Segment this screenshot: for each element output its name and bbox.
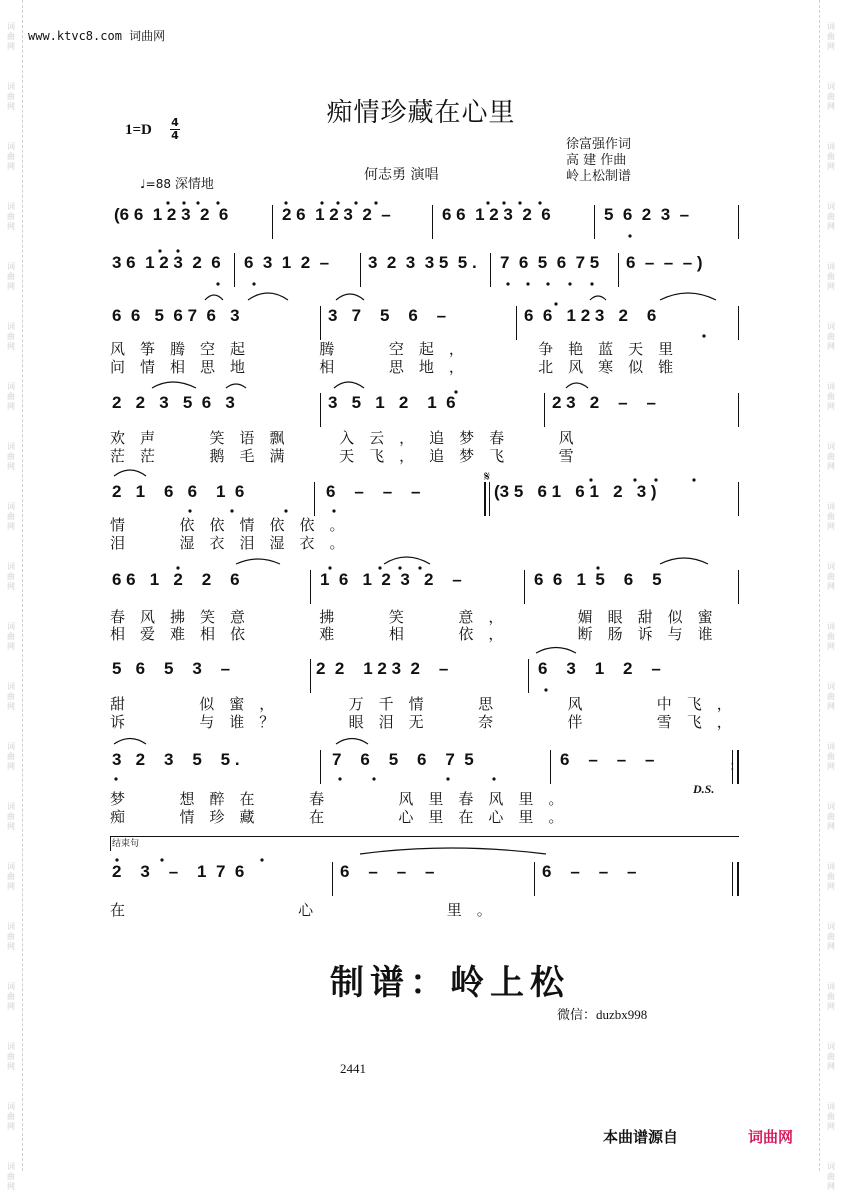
lyrics-4-verse-1: 欢声 笑语飘 入云，追梦春 风	[110, 429, 589, 447]
lyrics-6-verse-1: 春风拂笑意 拂 笑 意， 媚眼甜似蜜	[110, 608, 728, 626]
watermark-text: 词 曲 网	[827, 742, 835, 771]
measure-3-3: 6 6 1 2 3 2 6	[524, 306, 657, 325]
measure-4-1: 2 2 3 5 6 3	[112, 393, 235, 412]
measure-7-3: 6 3 1 2 –	[538, 659, 661, 678]
page-number: 2441	[340, 1061, 366, 1076]
source-label: 本曲谱源自	[603, 1128, 679, 1146]
watermark-text: 词 曲 网	[827, 262, 835, 291]
watermark-text: 词 曲 网	[827, 142, 835, 171]
measure-2-1: 3 6 1 2 3 2 6	[112, 253, 221, 272]
watermark-text: 词 曲 网	[7, 142, 15, 171]
watermark-text: 词 曲 网	[827, 1102, 835, 1131]
measure-9-3: 6 – – –	[542, 862, 637, 881]
lyrics-4-verse-2: 茫茫 鹅毛满 天飞，追梦飞 雪	[110, 447, 589, 465]
watermark-text: 词 曲 网	[827, 502, 835, 531]
measure-3-2: 3 7 5 6 –	[328, 306, 447, 325]
measure-8-1: 3 2 3 5 5 .	[112, 750, 240, 769]
watermark-text: 词 曲 网	[7, 262, 15, 291]
lyrics-3-verse-2: 问情相思地 相 思地， 北风寒似锥	[110, 358, 689, 376]
watermark-text: 词 曲 网	[7, 622, 15, 651]
watermark-text: 词 曲 网	[7, 442, 15, 471]
watermark-text: 词 曲 网	[7, 922, 15, 951]
measure-4-2: 3 5 1 2 1 6	[328, 393, 456, 412]
watermark-text: 词 曲 网	[827, 22, 835, 51]
measure-2-4: 7 6 5 6 7 5	[500, 253, 600, 272]
measure-6-3: 6 6 1 5 6 5	[534, 570, 662, 589]
lyrics-9: 在 心 里。	[110, 901, 507, 919]
measure-2-5: 6 – – – )	[626, 253, 703, 272]
measure-3-1: 6 6 5 6 7 6 3	[112, 306, 240, 325]
watermark-text: 词 曲 网	[827, 442, 835, 471]
expression: 深情地	[174, 177, 214, 192]
key-signature: 1=D	[125, 122, 152, 138]
watermark-text: 词 曲 网	[827, 982, 835, 1011]
lyrics-8-verse-1: 梦 想醉在 春 风里春风里。	[110, 790, 579, 808]
lyrics-5-verse-2: 泪 湿衣泪湿衣。	[110, 534, 360, 552]
lyricist: 徐富强作词	[566, 137, 632, 152]
source-brand-link[interactable]: 词曲网	[748, 1128, 794, 1146]
watermark-text: 词 曲 网	[827, 202, 835, 231]
site-url[interactable]: www.ktvc8.com 词曲网	[28, 29, 166, 43]
measure-1-4: 5 6 2 3 –	[604, 205, 690, 224]
measure-7-2: 2 2 1 2 3 2 –	[316, 659, 449, 678]
watermark-text: 词 曲 网	[827, 622, 835, 651]
svg-text::: :	[730, 758, 735, 774]
measure-4-3: 2 3 2 – –	[552, 393, 656, 412]
lyrics-3-verse-1: 风筝腾空起 腾 空起， 争艳蓝天里	[110, 340, 689, 358]
watermark-text: 词 曲 网	[827, 382, 835, 411]
watermark-text: 词 曲 网	[827, 922, 835, 951]
watermark-text: 词 曲 网	[7, 322, 15, 351]
measure-9-1: 2 3 – 1 7 6	[112, 862, 245, 881]
watermark-text: 词 曲 网	[7, 1162, 15, 1191]
watermark-text: 词 曲 网	[827, 82, 835, 111]
watermark-text: 词 曲 网	[7, 382, 15, 411]
watermark-text: 词 曲 网	[827, 802, 835, 831]
song-title: 痴情珍藏在心里	[326, 98, 516, 128]
measure-8-3: 6 – – –	[560, 750, 655, 769]
time-bottom: 4	[171, 129, 179, 142]
measure-2-2: 6 3 1 2 –	[244, 253, 330, 272]
lyrics-5-verse-1: 情 依依情依依。	[110, 516, 360, 534]
measure-6-2: 1 6 1 2 3 2 –	[320, 570, 462, 589]
arranger: 岭上松制谱	[566, 169, 632, 184]
lyrics-7-verse-1: 甜 似蜜， 万千情 思 风 中飞，	[110, 695, 747, 713]
singer: 何志勇 演唱	[364, 167, 439, 183]
ds-mark: D.S.	[693, 782, 715, 796]
watermark-text: 词 曲 网	[7, 1042, 15, 1071]
ending-label: 结束句	[112, 839, 140, 849]
watermark-text: 词 曲 网	[7, 802, 15, 831]
watermark-text: 词 曲 网	[7, 1102, 15, 1131]
watermark-text: 词 曲 网	[7, 862, 15, 891]
wechat-contact: 微信：duzbx998	[557, 1007, 648, 1022]
watermark-text: 词 曲 网	[7, 682, 15, 711]
watermark-text: 词 曲 网	[7, 82, 15, 111]
measure-5-2: 6 – – –	[326, 482, 421, 501]
measure-5-1: 2 1 6 6 1 6	[112, 482, 245, 501]
composer: 高 建 作曲	[566, 153, 627, 168]
watermark-text: 词 曲 网	[827, 322, 835, 351]
watermark-text: 词 曲 网	[7, 982, 15, 1011]
measure-1-3: 6 6 1 2 3 2 6	[442, 205, 551, 224]
arranger-signature: 制谱：岭上松	[330, 963, 570, 1003]
lyrics-8-verse-2: 痴 情珍藏 在 心里在心里。	[110, 808, 579, 826]
watermark-text: 词 曲 网	[7, 562, 15, 591]
measure-6-1: 6 6 1 2 2 6	[112, 570, 240, 589]
watermark-text: 词 曲 网	[7, 22, 15, 51]
watermark-text: 词 曲 网	[827, 862, 835, 891]
lyrics-7-verse-2: 诉 与谁？ 眼泪无 奈 伴 雪飞，	[110, 713, 747, 731]
watermark-text: 词 曲 网	[7, 502, 15, 531]
measure-9-2: 6 – – –	[340, 862, 435, 881]
measure-1-2: 2 6 1 2 3 2 –	[282, 205, 391, 224]
measure-1-1: (6 6 1 2 3 2 6	[114, 205, 229, 224]
watermark-text: 词 曲 网	[827, 1162, 835, 1191]
watermark-text: 词 曲 网	[827, 562, 835, 591]
watermark-text: 词 曲 网	[827, 682, 835, 711]
measure-8-2: 7 6 5 6 7 5	[332, 750, 474, 769]
tempo-mark: ♩=88	[140, 177, 171, 191]
time-top: 4	[171, 116, 179, 129]
lyrics-6-verse-2: 相爱难相依 难 相 依， 断肠诉与谁	[110, 625, 728, 643]
watermark-text: 词 曲 网	[7, 742, 15, 771]
watermark-text: 词 曲 网	[827, 1042, 835, 1071]
measure-2-3: 3 2 3 3 5 5 .	[368, 253, 477, 272]
measure-7-1: 5 6 5 3 –	[112, 659, 231, 678]
svg-text:𝄋: 𝄋	[484, 469, 491, 485]
watermark-text: 词 曲 网	[7, 202, 15, 231]
measure-5-3: (3 5 6 1 6 1 2 3 )	[494, 482, 657, 501]
